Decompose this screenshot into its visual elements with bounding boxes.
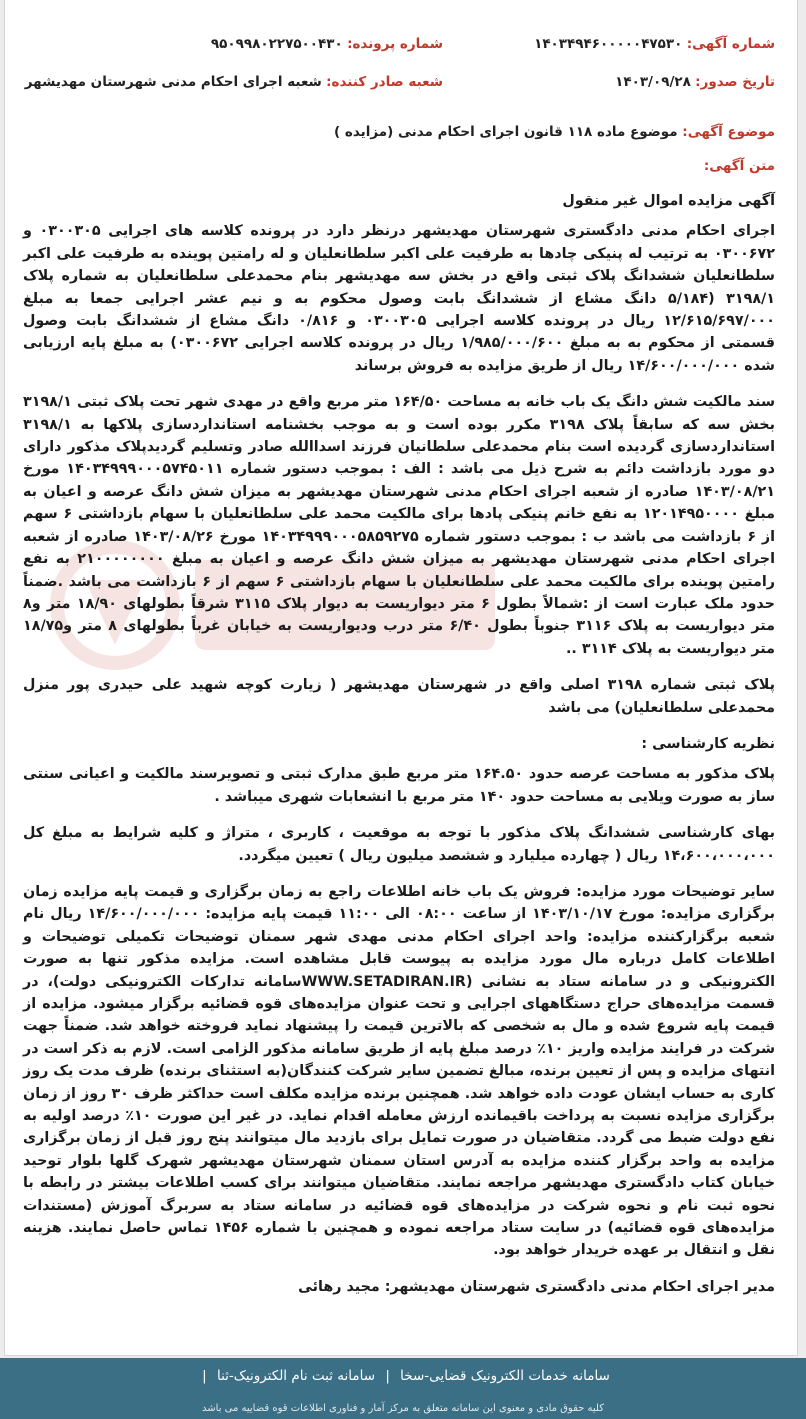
issue-date-label: تاریخ صدور: bbox=[695, 74, 775, 90]
issue-date-value: ۱۴۰۳/۰۹/۲۸ bbox=[615, 74, 691, 90]
notice-title: آگهی مزایده اموال غیر منقول bbox=[562, 193, 775, 209]
issuer-label: شعبه صادر کننده: bbox=[326, 74, 443, 90]
subject-row bbox=[334, 124, 775, 140]
paragraph-auction-intro: اجرای احکام مدنی دادگستری شهرستان مهدیشهر درنظر دارد در پرونده کلاسه های اجرایی ۰۳۰۰۳۰۵ و ۰۳۰۰۶۷۲ به ترتیب له پنیکی چادها به طرفیت علی اکبر سلطانعلیان و له رامتین پوینده به طرفیت علی اکبر سلطانعلیان ششدانگ پلاک ثبتی واقع در بخش سه مهدیشهر بنام محمدعلی سلطانعلیان به شماره پلاک ۳۱۹۸/۱ (۵/۱۸۴ دانگ مشاع از ششدانگ بابت وصول محکوم به و نیم عشر اجرایی جمعا به مبلغ ۱۲/۶۱۵/۶۹۷/۰۰۰ ریال در پرونده کلاسه اجرایی ۰۳۰۰۳۰۵ و ۰/۸۱۶ دانگ مشاع از ششدانگ بابت وصول قسمتی از محکوم به به مبلغ ۱/۹۸۵/۰۰۰/۶۰۰ ریال در پرونده کلاسه اجرایی ۰۳۰۰۶۷۲) به مبلغ پایه ارزیابی شده ۱۴/۶۰۰/۰۰۰/۰۰۰ ریال از طریق مزایده به فروش برساند bbox=[23, 223, 776, 374]
footer-link-sana[interactable]: سامانه ثبت نام الکترونیک-ثنا bbox=[216, 1368, 376, 1384]
paragraph-plot-location: پلاک ثبتی شماره ۳۱۹۸ اصلی واقع در شهرستان مهدیشهر ( زیارت کوچه شهید علی حیدری پور منزل محمدعلی سلطانعلیان) می باشد bbox=[23, 677, 776, 716]
footer-links bbox=[0, 1368, 806, 1384]
document-page bbox=[4, 0, 798, 1356]
footer-copyright: کلیه حقوق مادی و معنوی این سامانه متعلق به مرکز آمار و فناوری اطلاعات قوه قضاییه می باشد bbox=[202, 1403, 604, 1414]
ad-number bbox=[534, 36, 775, 52]
notice-body bbox=[23, 190, 775, 1312]
paragraph-property-deed: سند مالکیت شش دانگ یک باب خانه به مساحت ۱۶۴/۵۰ متر مربع واقع در مهدی شهر تحت پلاک ثبتی ۳۱۹۸/۱ بخش سه که سابقاً پلاک ۳۱۹۸ مکرر بوده است و به موجب بخشنامه استانداردسازی پلاکها به ۳۱۹۸/۱ استانداردسازی گردیده است بنام محمدعلی سلطانیان فرزند اسداالله صادر وتسلیم گردیدپلاک مذکور دارای دو مورد بازداشت دائم به شرح ذیل می باشد : الف : بموجب دستور شماره ۱۴۰۳۴۹۹۹۰۰۰۵۷۴۵۰۱۱ مورخ ۱۴۰۳/۰۸/۲۱ صادره از شعبه اجرای احکام مدنی شهرستان مهدیشهر به میزان شش دانگ عرصه و اعیان به مبلغ ۱۲۰۱۴۹۵۰۰۰۰ به نفع خانم پنیکی پادها برای مالکیت محمد علی سلطانعلیان با سهام بازداشتی ۶ سهم از ۶ بازداشت می باشد ب : بموجب دستور شماره ۱۴۰۳۴۹۹۹۰۰۰۵۸۵۹۲۷۵ مورخ ۱۴۰۳/۰۸/۲۶ صادره از شعبه اجرای احکام مدنی شهرستان مهدیشهر به میزان شش دانگ عرصه و اعیان به مبلغ ۲۱۰۰۰۰۰۰۰۰ به نفع رامتین پوینده برای مالکیت محمد علی سلطانعلیان با سهام بازداشتی ۶ سهم از ۶ بازداشت می باشد .ضمناً حدود ملک عبارت است از :شمالاً بطول ۶ متر دیواریست به دیوار پلاک ۳۱۱۵ شرقاً بطولهای ۱۸/۹۰ متر و۸ متر دیواریست به پلاک ۳۱۱۶ جنوباً بطول ۶/۴۰ متر درب ودیواریست به خیابان غرباً بطولهای ۸ متر و۱۸/۷۵ متر دیواریست به پلاک ۳۱۱۴ .. bbox=[23, 394, 776, 657]
footer-separator: | bbox=[385, 1368, 390, 1384]
site-footer bbox=[0, 1358, 806, 1419]
issuer bbox=[25, 74, 443, 90]
footer-separator-end: | bbox=[202, 1368, 207, 1384]
case-number bbox=[211, 36, 443, 52]
text-label: متن آگهی: bbox=[703, 158, 775, 174]
case-number-label: شماره پرونده: bbox=[347, 36, 443, 52]
expert-opinion-title: نظریه کارشناسی : bbox=[641, 735, 775, 752]
footer-link-sakha[interactable]: سامانه خدمات الکترونیک قضایی-سخا bbox=[400, 1368, 610, 1384]
issue-date bbox=[615, 74, 775, 90]
ad-number-value: ۱۴۰۳۴۹۴۶۰۰۰۰۰۴۷۵۳۰ bbox=[534, 36, 683, 52]
subject-value: موضوع ماده ۱۱۸ قانون اجرای احکام مدنی (مزایده ) bbox=[334, 124, 678, 140]
paragraph-auction-details: سایر توضیحات مورد مزایده: فروش یک باب خانه اطلاعات راجع به زمان برگزاری و قیمت پایه مزایده زمان برگزاری مزایده: مورخ ۱۴۰۳/۱۰/۱۷ از ساعت ۰۸:۰۰ الی ۱۱:۰۰ قیمت پایه مزایده: ۱۴/۶۰۰/۰۰۰/۰۰۰ ریال نام شعبه برگزارکننده مزایده: واحد اجرای احکام مدنی مهدی شهر سمنان توضیحات تکمیلی توضیحات و اطلاعات کامل درباره مال مورد مزایده به پیوست قابل مشاهده است. مزایده مذکور تنها به صورت الکترونیکی و در سامانه ستاد به نشانی (WWW.SETADIRAN.IRسامانه تدارکات الکترونیکی دولت)، در قسمت مزایده‌های حراج دستگاههای اجرایی و تحت عنوان مزایده‌های قوه قضائیه برگزار میشود. مزایده از قیمت پایه شروع شده و مال به شخصی که بالاترین قیمت را پیشنهاد نماید فروخته خواهد شد. ضمناً جهت شرکت در فرایند مزایده واریز ۱۰٪ درصد مبلغ پایه از طریق سامانه مذکور الزامی است. لازم به ذکر است در انتهای مزایده و پس از تعیین برنده، مبالغ تضمین سایر شرکت کنندگان(به استثنای برنده) ظرف مدت یک روز کاری به حساب ایشان عودت داده خواهد شد. همچنین برنده مزایده مکلف است حداکثر ظرف ۳۰ روز از زمان برگزاری مزایده نسبت به پرداخت باقیمانده ارزش معامله اقدام نماید. در غیر این صورت ۱۰٪ درصد اولیه به نفع دولت ضبط می گردد. متقاضیان در صورت تمایل برای بازدید مال میتوانند پنج روز قبل از زمان برگزاری مزایده به واحد برگزار کننده مزایده به آدرس استان سمنان شهرستان مهدیشهر شهرک گلها بلوار توحید خیابان کتاب دادگستری مهدیشهر مراجعه نمایند. متقاضیان میتوانند برای کسب اطلاعات بیشتر در رابطه با نحوه ثبت نام و نحوه شرکت در مزایده‌های قوه قضائیه در سامانه ستاد به سربرگ آموزش (مستندات مزایده‌های قوه قضائیه) در سایت ستاد مراجعه نموده و همچنین با شماره ۱۴۵۶ تماس حاصل نمایند. هزینه نقل و انتقال بر عهده خریدار خواهد بود. bbox=[22, 883, 775, 1259]
signature: مدیر اجرای احکام مدنی دادگستری شهرستان مهدیشهر: مجید رهائی bbox=[298, 1278, 775, 1295]
ad-number-label: شماره آگهی: bbox=[686, 36, 775, 52]
paragraph-valuation: بهای کارشناسی ششدانگ پلاک مذکور با توجه به موقعیت ، کاربری ، متراژ و کلیه شرایط به مبلغ کل ۱۴،۶۰۰،۰۰۰،۰۰۰ ریال ( چهارده میلیارد و ششصد میلیون ریال ) تعیین میگردد. bbox=[23, 825, 775, 864]
issuer-value: شعبه اجرای احکام مدنی شهرستان مهدیشهر bbox=[24, 74, 322, 90]
paragraph-expert-opinion: پلاک مذکور به مساحت عرصه حدود ۱۶۴.۵۰ متر مربع طبق مدارک ثبتی و تصویرسند مالکیت و اعیانی سنتی ساز به صورت ویلایی به مساحت حدود ۱۴۰ متر مربع با انشعابات شهری میباشد . bbox=[23, 766, 775, 805]
case-number-value: ۹۵۰۹۹۸۰۲۲۷۵۰۰۴۳۰ bbox=[210, 36, 343, 52]
subject-label: موضوع آگهی: bbox=[682, 124, 775, 140]
